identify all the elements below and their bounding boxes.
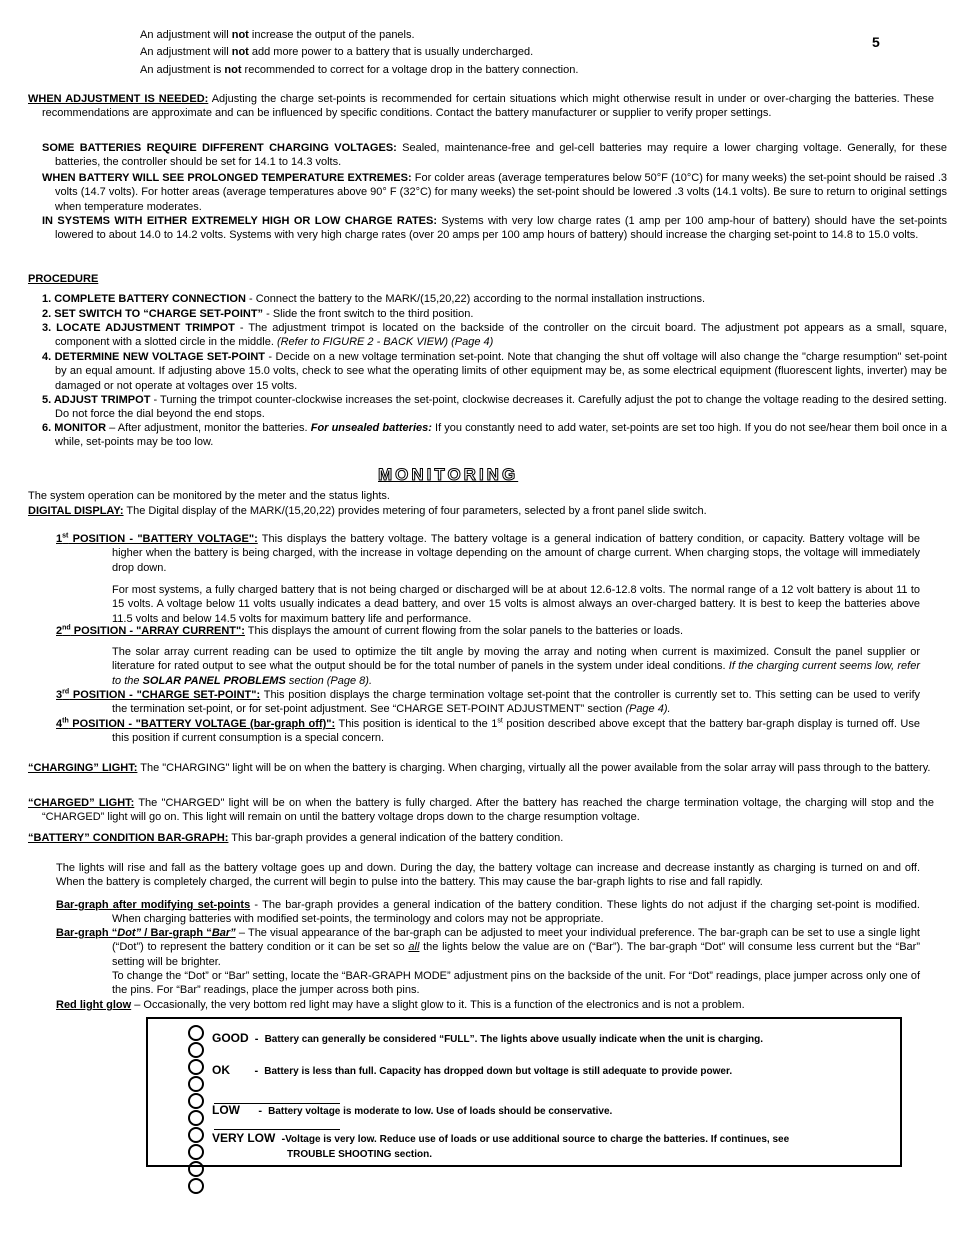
led-circle-icon bbox=[188, 1161, 204, 1177]
led-circle-icon bbox=[188, 1127, 204, 1143]
legend-row-low: LOW - Battery voltage is moderate to low. Use of loads should be conservative. bbox=[212, 1103, 613, 1117]
intro-list bbox=[140, 28, 578, 80]
digital-display-paragraph: DIGITAL DISPLAY: The Digital display of the MARK/(15,20,22) provides metering of four parameters, selected by a front panel slide switch. bbox=[28, 505, 707, 517]
bar-graph-detail: The lights will rise and fall as the battery voltage goes up and down. During the day, the battery voltage can increase and decrease instantly as charging is turned on and off. When the battery is completely charged, the current will begin to pulse into the battery. This may cause the bar-graph lights to rise and fall rapidly. bbox=[56, 862, 920, 889]
bar-graph-dot-bar-paragraph: Bar-graph “Dot” / Bar-graph “Bar” – The visual appearance of the bar-graph can be adjusted to meet your individual preference. The bar-graph can be set to use a single light (“Dot”) to represent the battery condition or it can be set so all the lights below the value are on (“Bar”). The bar-graph “Dot” will consume less current but the “Bar” setting will be brighter. bbox=[56, 927, 920, 968]
legend-divider bbox=[214, 1129, 340, 1130]
position-1-paragraph: 1st POSITION - "BATTERY VOLTAGE": This displays the battery voltage. The battery voltage is a general indication of battery condition, or capacity. Battery voltage will be higher when the battery is being charged, with the increase in voltage depending on the amount of charge current. When charging stops, the voltage will immediately drop down. bbox=[56, 532, 920, 574]
led-circle-icon bbox=[188, 1178, 204, 1194]
procedure-step: 4. DETERMINE NEW VOLTAGE SET-POINT - Decide on a new voltage termination set-point. Note that changing the shut off voltage will also change the "charge resumption" set-point by an equal amount. If adjusting above 15.0 volts, check to see what the operating limits of other equipment may be, as some electrical equipment (fluorescent lights, inverter) may be damaged or not operate at voltages over 15 volts. bbox=[42, 351, 947, 392]
intro-line: An adjustment will not increase the output of the panels. bbox=[140, 29, 415, 41]
procedure-step: 2. SET SWITCH TO “CHARGE SET-POINT” - Slide the front switch to the third position. bbox=[42, 308, 474, 320]
led-circle-icon bbox=[188, 1042, 204, 1058]
monitoring-intro: The system operation can be monitored by the meter and the status lights. bbox=[28, 490, 390, 502]
legend-row-ok: OK - Battery is less than full. Capacity has dropped down but voltage is still adequate to provide power. bbox=[212, 1063, 733, 1077]
case-paragraph: IN SYSTEMS WITH EITHER EXTREMELY HIGH OR LOW CHARGE RATES: Systems with very low charge rates (1 amp per 100 amp-hour of battery) should have the set-points lowered to about 14.0 to 14.2 volts. Systems with very high charge rates (over 20 amps per 100 amp hours of battery) should increase the charging set-point to 14.8 to 15.0 volts. bbox=[42, 215, 947, 242]
position-1-detail: For most systems, a fully charged battery that is not being charged or discharged will be at about 12.6-12.8 volts. The normal range of a 12 volt battery is about 11 to 15 volts. A voltage below 11 volts usually indicates a dead battery, and over 15 volts is almost always an over-charged battery. It is best to keep the batteries above 11.5 volts and below 14.5 volts for maximum battery life and performance. bbox=[112, 584, 920, 625]
led-circle-icon bbox=[188, 1093, 204, 1109]
bar-graph-paragraph: “BATTERY” CONDITION BAR-GRAPH: This bar-graph provides a general indication of the battery condition. bbox=[28, 832, 564, 844]
led-column bbox=[188, 1025, 204, 1195]
intro-line: An adjustment will not add more power to a battery that is usually undercharged. bbox=[140, 46, 534, 59]
legend-row-good: GOOD - Battery can generally be considered “FULL”. The lights above usually indicate when the unit is charging. bbox=[212, 1031, 763, 1045]
case-paragraph: WHEN BATTERY WILL SEE PROLONGED TEMPERATURE EXTREMES: For colder areas (average temperatures below 50°F (10°C) for many weeks) the set-point should be raised .3 volts (14.7 volts). For hotter areas (average temperatures above 90° F (32°C) for many weeks) the set-point should be lowered .3 volts (14.1 volts). Be sure to return to original settings when temperature moderates. bbox=[42, 172, 947, 213]
procedure-step: 5. ADJUST TRIMPOT - Turning the trimpot counter-clockwise increases the set-point, clockwise decreases it. Carefully adjust the pot to change the voltage reading to the desired setting. Do not force the dial beyond the end stops. bbox=[42, 394, 947, 421]
red-glow-paragraph: Red light glow – Occasionally, the very bottom red light may have a slight glow to it. This is a function of the electronics and is not a problem. bbox=[56, 999, 745, 1011]
position-4-paragraph: 4th POSITION - "BATTERY VOLTAGE (bar-graph off)": This position is identical to the 1st position described above except that the battery bar-graph display is turned off. Use this position if current consumption is a special concern. bbox=[56, 717, 920, 745]
page-number: 5 bbox=[872, 34, 880, 50]
case-paragraph: SOME BATTERIES REQUIRE DIFFERENT CHARGING VOLTAGES: Sealed, maintenance-free and gel-cell batteries may require a lower charging voltage. Generally, for these batteries, the controller should be set for 14.1 to 14.3 volts. bbox=[42, 142, 947, 169]
position-2-paragraph: 2nd POSITION - "ARRAY CURRENT": This displays the amount of current flowing from the solar panels to the batteries or loads. bbox=[56, 624, 684, 637]
monitoring-title: MONITORING bbox=[378, 465, 519, 484]
led-circle-icon bbox=[188, 1076, 204, 1092]
procedure-step: 6. MONITOR – After adjustment, monitor the batteries. For unsealed batteries: If you constantly need to add water, set-points are set too high. If you do not see/hear them boil once in a while, set-points may be too low. bbox=[42, 422, 947, 449]
charging-light-paragraph: “CHARGING” LIGHT: The "CHARGING" light will be on when the battery is charging. When charging, virtually all the power available from the solar array will pass through to the battery. bbox=[28, 762, 931, 774]
bar-graph-dot-bar-detail: To change the “Dot” or “Bar” setting, locate the “BAR-GRAPH MODE” adjustment pins on the backside of the unit. For “Dot” readings, place jumper across only one of the pins. For “Bar” readings, place the jumper across both pins. bbox=[112, 970, 920, 997]
position-2-detail: The solar array current reading can be used to optimize the tilt angle by moving the array and noting when current is maximized. Consult the panel supplier or literature for rated output to see what the output should be for the total number of panels in the system under ideal conditions. If the charging current seems low, refer to the SOLAR PANEL PROBLEMS section (Page 8). bbox=[112, 646, 920, 687]
procedure-heading: PROCEDURE bbox=[28, 273, 99, 285]
intro-line: An adjustment is not recommended to correct for a voltage drop in the battery connection. bbox=[140, 63, 579, 76]
charged-light-paragraph: “CHARGED” LIGHT: The "CHARGED" light will be on when the battery is fully charged. After the battery has reached the charge termination voltage, the charging will stop and the “CHARGED” light will go on. This light will remain on until the battery voltage drops down to the charge resumption voltage. bbox=[28, 797, 934, 824]
when-needed-paragraph: WHEN ADJUSTMENT IS NEEDED: Adjusting the charge set-points is recommended for certain situations which might otherwise result in under or over-charging the batteries. These recommendations are approximate and can be influenced by specific conditions. Contact the battery manufacturer or supplier to verify proper settings. bbox=[28, 93, 935, 120]
bar-graph-modified-paragraph: Bar-graph after modifying set-points - The bar-graph provides a general indication of the battery condition. These lights do not adjust if the charging set-point is modified. When charging batteries with modified set-points, the terminology and colors may not be appropriate. bbox=[56, 899, 920, 926]
procedure-step: 1. COMPLETE BATTERY CONNECTION - Connect the battery to the MARK/(15,20,22) according to the normal installation instructions. bbox=[42, 293, 706, 305]
led-circle-icon bbox=[188, 1025, 204, 1041]
bar-graph-legend bbox=[146, 1017, 902, 1167]
procedure-step: 3. LOCATE ADJUSTMENT TRIMPOT - The adjustment trimpot is located on the backside of the controller on the circuit board. The adjustment pot appears as a small, square, component with a slotted circle in the middle. (Refer to FIGURE 2 - BACK VIEW) (Page 4) bbox=[42, 322, 948, 349]
legend-row-very-low: VERY LOW -Voltage is very low. Reduce use of loads or use additional source to charge the batteries. If continues, see TROUBLE SHOOTING section. bbox=[212, 1131, 790, 1161]
position-3-paragraph: 3rd POSITION - "CHARGE SET-POINT": This position displays the charge termination voltage set-point that the controller is currently set to. This setting can be used to verify the termination set-point, or for set-point adjustment. See “CHARGE SET-POINT ADJUSTMENT” section (Page 4). bbox=[56, 688, 920, 716]
led-circle-icon bbox=[188, 1059, 204, 1075]
led-circle-icon bbox=[188, 1110, 204, 1126]
led-circle-icon bbox=[188, 1144, 204, 1160]
